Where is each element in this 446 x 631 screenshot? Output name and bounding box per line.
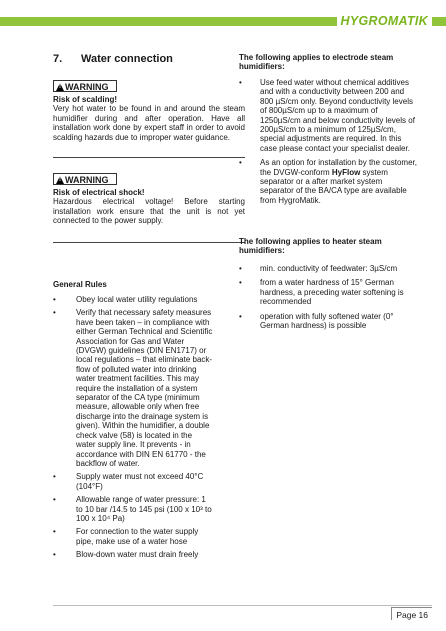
warning-2-text xyxy=(53,188,245,226)
warning-triangle-icon: ! xyxy=(56,176,64,184)
warning-1-text xyxy=(53,95,245,142)
page-number: Page 16 xyxy=(391,607,432,620)
electrode-title: The following applies to electrode steam humidifiers: xyxy=(239,53,394,72)
section-title: Water connection xyxy=(81,53,173,65)
general-rules-list xyxy=(53,295,213,560)
divider xyxy=(53,242,245,243)
warning-1-body: Very hot water to be found in and around the steam humidifier during and after operation. Have all installation work done by expert staff in order to avoid scalding hazards due to improper water guidance. xyxy=(53,104,245,142)
section-number: 7. xyxy=(53,53,63,65)
warning-2-title: Risk of electrical shock! xyxy=(53,188,145,197)
list-item: • Use feed water without chemical additives and with a conductivity between 200 and 800 µS/cm only. Beyond conductivity levels of 800µS/cm up to a maximum of 1250µS/cm and below conductivity levels of 200µS/cm to a minimum of 125µS/cm, special adjustments are required. In this case please contact your specialist dealer. xyxy=(239,78,415,153)
list-item: • from a water hardness of 15° German hardness, a preceding water softening is recommended xyxy=(239,278,404,307)
warning-2-body: Hazardous electrical voltage! Before starting installation work ensure that the unit is not yet connected to the power supply. xyxy=(53,197,245,226)
list-item: • Allowable range of water pressure: 1 to 10 bar /14.5 to 145 psi (100 x 10³ to 100 x 10⁴ Pa) xyxy=(53,495,212,523)
list-item: • operation with fully softened water (0° German hardness) is possible xyxy=(239,311,394,331)
list-item: • Obey local water utility regulations xyxy=(53,295,198,304)
hyflow-product-name: HyFlow xyxy=(331,167,361,177)
heater-title: The following applies to heater steam humidifiers: xyxy=(239,237,382,256)
general-rules-title: General Rules xyxy=(53,280,107,289)
warning-1-title: Risk of scalding! xyxy=(53,95,118,104)
section-heading xyxy=(53,53,173,65)
warning-badge-2 xyxy=(53,173,117,185)
divider xyxy=(53,157,245,158)
warning-badge-label: WARNING xyxy=(65,82,109,92)
hygromatik-logo: HYGROMATIK xyxy=(337,11,433,31)
warning-triangle-icon: ! xyxy=(56,83,64,91)
heater-list xyxy=(239,264,417,330)
list-item: • For connection to the water supply pipe, make use of a water hose xyxy=(53,527,199,546)
list-item: • Supply water must not exceed 40°C (104°F) xyxy=(53,472,204,491)
footer-rule xyxy=(53,605,432,606)
list-item: • As an option for installation by the customer, the DVGW-conform HyFlow system separator or a after market system separator of the BA/CA type are available from HygroMatik. xyxy=(239,158,417,205)
warning-badge-1 xyxy=(53,80,117,92)
warning-badge-label: WARNING xyxy=(65,175,109,185)
list-item: • Blow-down water must drain freely xyxy=(53,550,199,560)
list-item: • Verify that necessary safety measures have been taken – in compliance with either German Technical and Scientific Association for Gas and Water (DVGW) guidelines (DIN EN1717) or local regulations – that eliminate back-flow of polluted water into drinking water treatment facilities. This may require the installation of a system separator of the CA type (minimum measure, allowable only when free discharge into the drainage system is given). Within the humidifier, a double check valve (58) is located in the water supply line. It prevents - in accordance with DIN EN 61770 - the backflow of water. xyxy=(53,308,213,468)
electrode-list xyxy=(239,78,417,205)
list-item: • min. conductivity of feedwater: 3µS/cm xyxy=(239,264,398,273)
